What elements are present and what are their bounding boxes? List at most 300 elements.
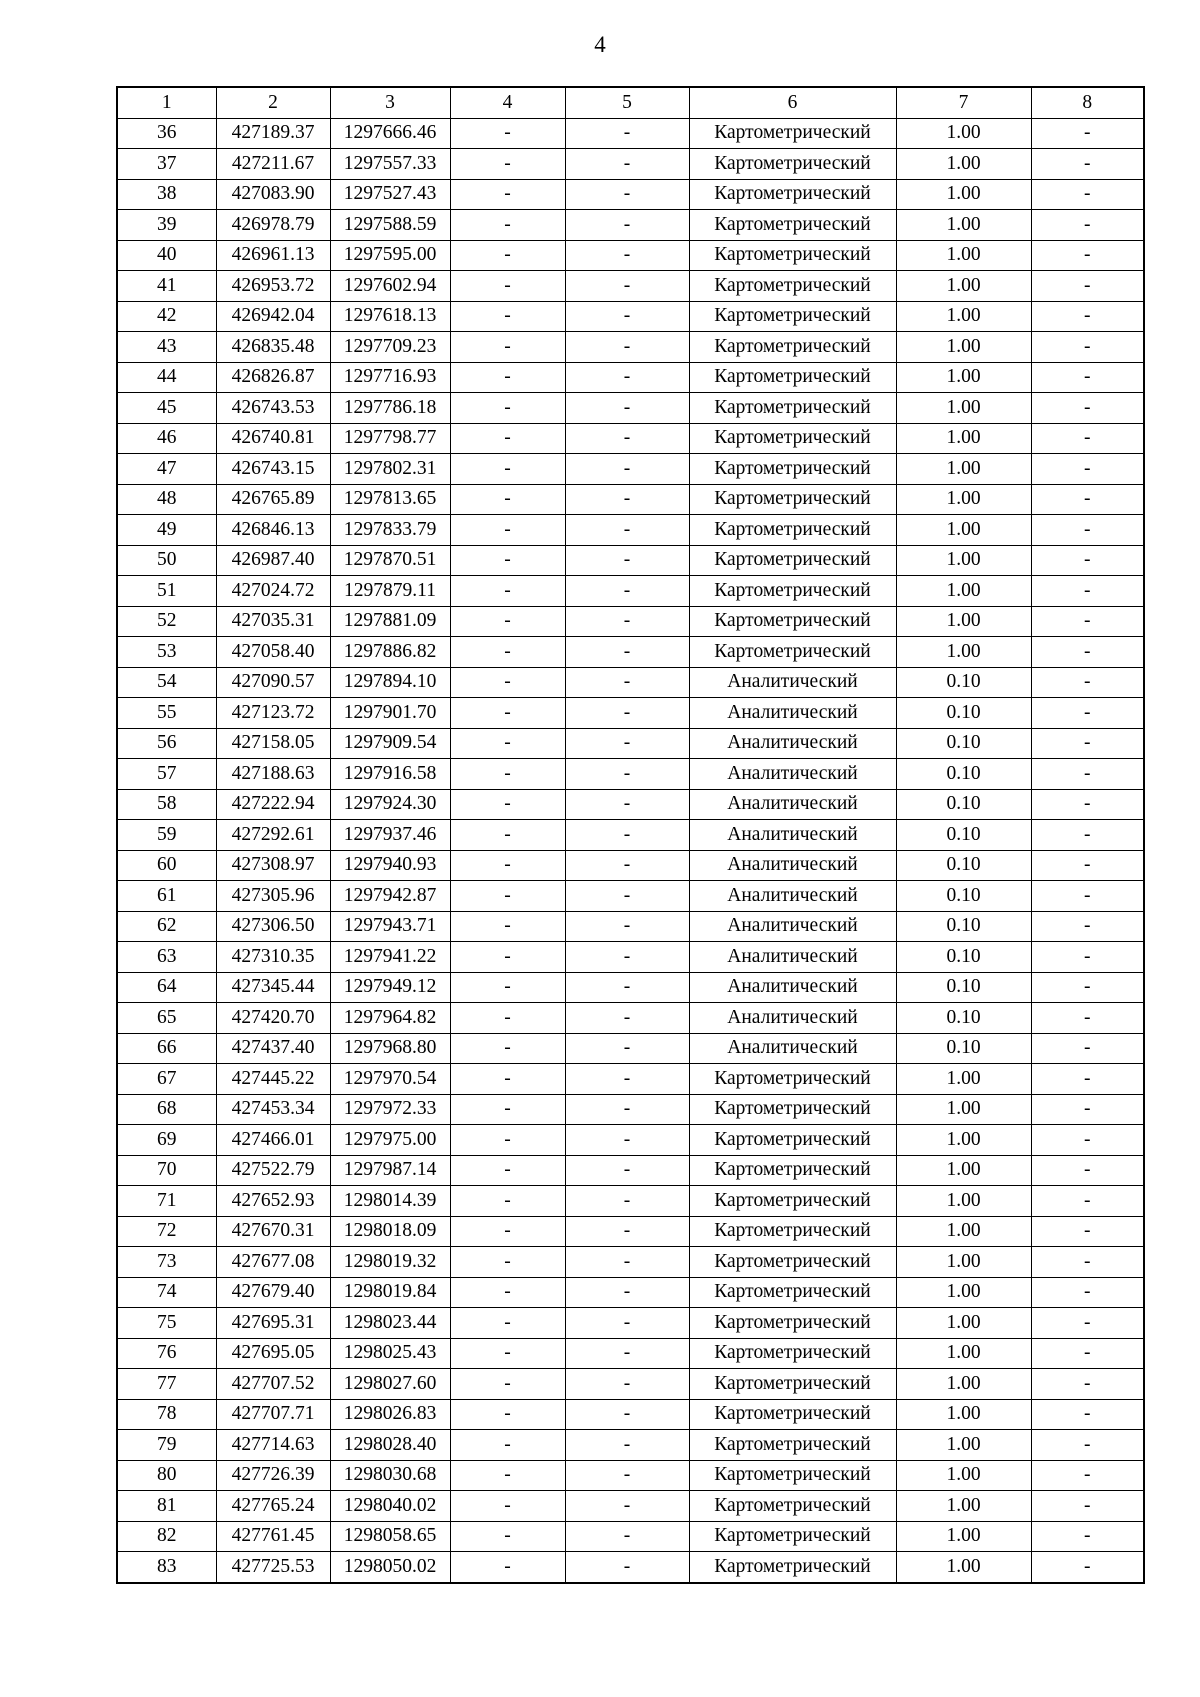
table-row <box>117 423 1144 454</box>
point-number-cell: 62 <box>117 911 216 942</box>
accuracy-cell: 1.00 <box>896 484 1031 515</box>
column-4-cell: - <box>450 1277 565 1308</box>
column-5-cell: - <box>565 759 689 790</box>
method-cell: Картометрический <box>689 606 896 637</box>
accuracy-cell: 1.00 <box>896 576 1031 607</box>
method-cell: Картометрический <box>689 1277 896 1308</box>
table-row <box>117 1338 1144 1369</box>
column-5-cell: - <box>565 1003 689 1034</box>
column-8-cell: - <box>1031 1338 1144 1369</box>
x-coordinate-cell: 427695.31 <box>216 1308 330 1339</box>
x-coordinate-cell: 427466.01 <box>216 1125 330 1156</box>
column-8-cell: - <box>1031 1125 1144 1156</box>
y-coordinate-cell: 1298027.60 <box>330 1369 450 1400</box>
point-number-cell: 73 <box>117 1247 216 1278</box>
table-row <box>117 1430 1144 1461</box>
table-row <box>117 484 1144 515</box>
table-row <box>117 698 1144 729</box>
method-cell: Картометрический <box>689 1125 896 1156</box>
column-4-cell: - <box>450 606 565 637</box>
column-4-cell: - <box>450 454 565 485</box>
point-number-cell: 42 <box>117 301 216 332</box>
method-cell: Аналитический <box>689 820 896 851</box>
point-number-cell: 57 <box>117 759 216 790</box>
x-coordinate-cell: 426740.81 <box>216 423 330 454</box>
accuracy-cell: 1.00 <box>896 637 1031 668</box>
method-cell: Картометрический <box>689 515 896 546</box>
accuracy-cell: 0.10 <box>896 789 1031 820</box>
point-number-cell: 65 <box>117 1003 216 1034</box>
x-coordinate-cell: 427725.53 <box>216 1552 330 1583</box>
column-8-cell: - <box>1031 911 1144 942</box>
column-5-cell: - <box>565 1277 689 1308</box>
x-coordinate-cell: 427707.52 <box>216 1369 330 1400</box>
column-5-cell: - <box>565 423 689 454</box>
column-8-cell: - <box>1031 1521 1144 1552</box>
method-cell: Картометрический <box>689 1186 896 1217</box>
y-coordinate-cell: 1297886.82 <box>330 637 450 668</box>
table-row <box>117 1399 1144 1430</box>
table-row <box>117 1186 1144 1217</box>
column-8-cell: - <box>1031 1003 1144 1034</box>
point-number-cell: 61 <box>117 881 216 912</box>
column-8-cell: - <box>1031 728 1144 759</box>
column-5-cell: - <box>565 637 689 668</box>
column-5-cell: - <box>565 454 689 485</box>
accuracy-cell: 1.00 <box>896 210 1031 241</box>
column-5-cell: - <box>565 667 689 698</box>
method-cell: Аналитический <box>689 850 896 881</box>
y-coordinate-cell: 1297557.33 <box>330 149 450 180</box>
column-4-cell: - <box>450 1460 565 1491</box>
accuracy-cell: 1.00 <box>896 1399 1031 1430</box>
column-5-cell: - <box>565 881 689 912</box>
x-coordinate-cell: 426743.15 <box>216 454 330 485</box>
column-4-cell: - <box>450 850 565 881</box>
x-coordinate-cell: 427420.70 <box>216 1003 330 1034</box>
column-4-cell: - <box>450 271 565 302</box>
x-coordinate-cell: 427035.31 <box>216 606 330 637</box>
column-4-cell: - <box>450 637 565 668</box>
x-coordinate-cell: 427292.61 <box>216 820 330 851</box>
method-cell: Картометрический <box>689 1338 896 1369</box>
column-8-cell: - <box>1031 179 1144 210</box>
accuracy-cell: 0.10 <box>896 881 1031 912</box>
column-5-cell: - <box>565 1155 689 1186</box>
point-number-cell: 41 <box>117 271 216 302</box>
point-number-cell: 53 <box>117 637 216 668</box>
accuracy-cell: 1.00 <box>896 1155 1031 1186</box>
column-header: 6 <box>689 87 896 118</box>
point-number-cell: 46 <box>117 423 216 454</box>
point-number-cell: 70 <box>117 1155 216 1186</box>
point-number-cell: 39 <box>117 210 216 241</box>
column-header: 1 <box>117 87 216 118</box>
column-8-cell: - <box>1031 759 1144 790</box>
column-4-cell: - <box>450 210 565 241</box>
table-row <box>117 637 1144 668</box>
y-coordinate-cell: 1298023.44 <box>330 1308 450 1339</box>
method-cell: Картометрический <box>689 1399 896 1430</box>
method-cell: Аналитический <box>689 881 896 912</box>
table-row <box>117 1064 1144 1095</box>
column-4-cell: - <box>450 942 565 973</box>
column-8-cell: - <box>1031 1491 1144 1522</box>
x-coordinate-cell: 426953.72 <box>216 271 330 302</box>
accuracy-cell: 0.10 <box>896 759 1031 790</box>
table-row <box>117 759 1144 790</box>
accuracy-cell: 1.00 <box>896 545 1031 576</box>
column-5-cell: - <box>565 1491 689 1522</box>
column-5-cell: - <box>565 301 689 332</box>
y-coordinate-cell: 1297879.11 <box>330 576 450 607</box>
y-coordinate-cell: 1298019.84 <box>330 1277 450 1308</box>
column-5-cell: - <box>565 210 689 241</box>
column-4-cell: - <box>450 972 565 1003</box>
accuracy-cell: 0.10 <box>896 698 1031 729</box>
table-row <box>117 1521 1144 1552</box>
y-coordinate-cell: 1297949.12 <box>330 972 450 1003</box>
x-coordinate-cell: 427761.45 <box>216 1521 330 1552</box>
column-header: 4 <box>450 87 565 118</box>
y-coordinate-cell: 1297527.43 <box>330 179 450 210</box>
y-coordinate-cell: 1297943.71 <box>330 911 450 942</box>
column-4-cell: - <box>450 667 565 698</box>
y-coordinate-cell: 1297909.54 <box>330 728 450 759</box>
table-row <box>117 1155 1144 1186</box>
table-row <box>117 1003 1144 1034</box>
table-row <box>117 210 1144 241</box>
point-number-cell: 71 <box>117 1186 216 1217</box>
accuracy-cell: 1.00 <box>896 1552 1031 1583</box>
point-number-cell: 51 <box>117 576 216 607</box>
method-cell: Картометрический <box>689 1491 896 1522</box>
y-coordinate-cell: 1297964.82 <box>330 1003 450 1034</box>
coordinates-table <box>116 86 1145 1584</box>
point-number-cell: 83 <box>117 1552 216 1583</box>
accuracy-cell: 0.10 <box>896 942 1031 973</box>
column-4-cell: - <box>450 179 565 210</box>
column-5-cell: - <box>565 576 689 607</box>
column-header: 5 <box>565 87 689 118</box>
column-8-cell: - <box>1031 850 1144 881</box>
y-coordinate-cell: 1297937.46 <box>330 820 450 851</box>
column-8-cell: - <box>1031 1186 1144 1217</box>
table-row <box>117 881 1144 912</box>
y-coordinate-cell: 1297595.00 <box>330 240 450 271</box>
method-cell: Аналитический <box>689 698 896 729</box>
accuracy-cell: 1.00 <box>896 1247 1031 1278</box>
column-4-cell: - <box>450 1033 565 1064</box>
column-8-cell: - <box>1031 423 1144 454</box>
table-row <box>117 1277 1144 1308</box>
column-5-cell: - <box>565 972 689 1003</box>
table-row <box>117 515 1144 546</box>
table-row <box>117 728 1144 759</box>
column-4-cell: - <box>450 1186 565 1217</box>
accuracy-cell: 1.00 <box>896 1186 1031 1217</box>
column-5-cell: - <box>565 1521 689 1552</box>
column-8-cell: - <box>1031 515 1144 546</box>
column-5-cell: - <box>565 179 689 210</box>
x-coordinate-cell: 427308.97 <box>216 850 330 881</box>
column-5-cell: - <box>565 1125 689 1156</box>
x-coordinate-cell: 427123.72 <box>216 698 330 729</box>
table-row <box>117 1033 1144 1064</box>
method-cell: Аналитический <box>689 789 896 820</box>
table-row <box>117 118 1144 149</box>
column-5-cell: - <box>565 1186 689 1217</box>
point-number-cell: 66 <box>117 1033 216 1064</box>
accuracy-cell: 1.00 <box>896 606 1031 637</box>
column-4-cell: - <box>450 1125 565 1156</box>
method-cell: Картометрический <box>689 576 896 607</box>
table-header-row <box>117 87 1144 118</box>
method-cell: Аналитический <box>689 667 896 698</box>
accuracy-cell: 1.00 <box>896 1064 1031 1095</box>
accuracy-cell: 1.00 <box>896 1308 1031 1339</box>
table-row <box>117 1216 1144 1247</box>
x-coordinate-cell: 426743.53 <box>216 393 330 424</box>
column-4-cell: - <box>450 118 565 149</box>
table-row <box>117 1552 1144 1583</box>
y-coordinate-cell: 1297942.87 <box>330 881 450 912</box>
table-row <box>117 271 1144 302</box>
point-number-cell: 55 <box>117 698 216 729</box>
y-coordinate-cell: 1297940.93 <box>330 850 450 881</box>
x-coordinate-cell: 427652.93 <box>216 1186 330 1217</box>
y-coordinate-cell: 1297813.65 <box>330 484 450 515</box>
point-number-cell: 38 <box>117 179 216 210</box>
x-coordinate-cell: 427445.22 <box>216 1064 330 1095</box>
y-coordinate-cell: 1297970.54 <box>330 1064 450 1095</box>
table-row <box>117 1247 1144 1278</box>
method-cell: Картометрический <box>689 1430 896 1461</box>
column-5-cell: - <box>565 545 689 576</box>
column-5-cell: - <box>565 362 689 393</box>
point-number-cell: 67 <box>117 1064 216 1095</box>
column-8-cell: - <box>1031 118 1144 149</box>
x-coordinate-cell: 427306.50 <box>216 911 330 942</box>
accuracy-cell: 1.00 <box>896 1430 1031 1461</box>
column-4-cell: - <box>450 484 565 515</box>
method-cell: Картометрический <box>689 1094 896 1125</box>
column-8-cell: - <box>1031 1033 1144 1064</box>
column-8-cell: - <box>1031 637 1144 668</box>
table-row <box>117 149 1144 180</box>
column-5-cell: - <box>565 1094 689 1125</box>
y-coordinate-cell: 1298026.83 <box>330 1399 450 1430</box>
x-coordinate-cell: 427211.67 <box>216 149 330 180</box>
column-8-cell: - <box>1031 1064 1144 1095</box>
accuracy-cell: 0.10 <box>896 820 1031 851</box>
y-coordinate-cell: 1297833.79 <box>330 515 450 546</box>
column-5-cell: - <box>565 820 689 851</box>
column-5-cell: - <box>565 515 689 546</box>
method-cell: Картометрический <box>689 1216 896 1247</box>
method-cell: Картометрический <box>689 179 896 210</box>
x-coordinate-cell: 427222.94 <box>216 789 330 820</box>
point-number-cell: 69 <box>117 1125 216 1156</box>
method-cell: Картометрический <box>689 1460 896 1491</box>
point-number-cell: 74 <box>117 1277 216 1308</box>
column-header: 7 <box>896 87 1031 118</box>
column-4-cell: - <box>450 1491 565 1522</box>
column-8-cell: - <box>1031 1369 1144 1400</box>
column-8-cell: - <box>1031 393 1144 424</box>
column-5-cell: - <box>565 1369 689 1400</box>
accuracy-cell: 1.00 <box>896 1277 1031 1308</box>
y-coordinate-cell: 1298030.68 <box>330 1460 450 1491</box>
table-row <box>117 1094 1144 1125</box>
column-8-cell: - <box>1031 606 1144 637</box>
column-5-cell: - <box>565 1338 689 1369</box>
method-cell: Картометрический <box>689 484 896 515</box>
table-row <box>117 240 1144 271</box>
table-row <box>117 332 1144 363</box>
accuracy-cell: 0.10 <box>896 1033 1031 1064</box>
column-4-cell: - <box>450 240 565 271</box>
column-8-cell: - <box>1031 1430 1144 1461</box>
column-4-cell: - <box>450 759 565 790</box>
table-row <box>117 667 1144 698</box>
table-body <box>117 118 1144 1583</box>
column-8-cell: - <box>1031 149 1144 180</box>
table-row <box>117 820 1144 851</box>
point-number-cell: 78 <box>117 1399 216 1430</box>
method-cell: Аналитический <box>689 1033 896 1064</box>
method-cell: Картометрический <box>689 1369 896 1400</box>
point-number-cell: 59 <box>117 820 216 851</box>
accuracy-cell: 1.00 <box>896 423 1031 454</box>
method-cell: Картометрический <box>689 423 896 454</box>
column-4-cell: - <box>450 393 565 424</box>
x-coordinate-cell: 427437.40 <box>216 1033 330 1064</box>
column-8-cell: - <box>1031 1216 1144 1247</box>
point-number-cell: 72 <box>117 1216 216 1247</box>
y-coordinate-cell: 1297901.70 <box>330 698 450 729</box>
y-coordinate-cell: 1297916.58 <box>330 759 450 790</box>
table-row <box>117 301 1144 332</box>
y-coordinate-cell: 1297602.94 <box>330 271 450 302</box>
table-row <box>117 942 1144 973</box>
column-header: 2 <box>216 87 330 118</box>
accuracy-cell: 1.00 <box>896 1491 1031 1522</box>
column-5-cell: - <box>565 1216 689 1247</box>
accuracy-cell: 1.00 <box>896 515 1031 546</box>
point-number-cell: 40 <box>117 240 216 271</box>
column-4-cell: - <box>450 698 565 729</box>
x-coordinate-cell: 427345.44 <box>216 972 330 1003</box>
accuracy-cell: 1.00 <box>896 179 1031 210</box>
column-4-cell: - <box>450 789 565 820</box>
method-cell: Картометрический <box>689 362 896 393</box>
page-number: 4 <box>594 32 606 57</box>
column-8-cell: - <box>1031 820 1144 851</box>
y-coordinate-cell: 1297716.93 <box>330 362 450 393</box>
x-coordinate-cell: 426835.48 <box>216 332 330 363</box>
column-4-cell: - <box>450 149 565 180</box>
column-4-cell: - <box>450 1003 565 1034</box>
column-4-cell: - <box>450 1216 565 1247</box>
table-row <box>117 1369 1144 1400</box>
column-8-cell: - <box>1031 332 1144 363</box>
column-4-cell: - <box>450 545 565 576</box>
column-5-cell: - <box>565 1460 689 1491</box>
y-coordinate-cell: 1298018.09 <box>330 1216 450 1247</box>
x-coordinate-cell: 427058.40 <box>216 637 330 668</box>
column-4-cell: - <box>450 911 565 942</box>
table-row <box>117 606 1144 637</box>
column-8-cell: - <box>1031 667 1144 698</box>
column-8-cell: - <box>1031 1460 1144 1491</box>
method-cell: Аналитический <box>689 1003 896 1034</box>
column-4-cell: - <box>450 362 565 393</box>
x-coordinate-cell: 427765.24 <box>216 1491 330 1522</box>
accuracy-cell: 1.00 <box>896 271 1031 302</box>
method-cell: Картометрический <box>689 240 896 271</box>
x-coordinate-cell: 426961.13 <box>216 240 330 271</box>
y-coordinate-cell: 1298050.02 <box>330 1552 450 1583</box>
x-coordinate-cell: 427305.96 <box>216 881 330 912</box>
column-4-cell: - <box>450 1521 565 1552</box>
column-5-cell: - <box>565 942 689 973</box>
accuracy-cell: 1.00 <box>896 1216 1031 1247</box>
point-number-cell: 45 <box>117 393 216 424</box>
column-4-cell: - <box>450 881 565 912</box>
accuracy-cell: 1.00 <box>896 1094 1031 1125</box>
column-5-cell: - <box>565 1064 689 1095</box>
table-row <box>117 789 1144 820</box>
accuracy-cell: 1.00 <box>896 1460 1031 1491</box>
column-5-cell: - <box>565 393 689 424</box>
accuracy-cell: 0.10 <box>896 667 1031 698</box>
method-cell: Картометрический <box>689 301 896 332</box>
column-5-cell: - <box>565 1247 689 1278</box>
method-cell: Картометрический <box>689 1064 896 1095</box>
method-cell: Картометрический <box>689 1521 896 1552</box>
method-cell: Картометрический <box>689 637 896 668</box>
column-5-cell: - <box>565 911 689 942</box>
table-row <box>117 576 1144 607</box>
column-8-cell: - <box>1031 545 1144 576</box>
y-coordinate-cell: 1297802.31 <box>330 454 450 485</box>
column-5-cell: - <box>565 606 689 637</box>
accuracy-cell: 1.00 <box>896 362 1031 393</box>
column-8-cell: - <box>1031 942 1144 973</box>
method-cell: Картометрический <box>689 393 896 424</box>
y-coordinate-cell: 1297968.80 <box>330 1033 450 1064</box>
method-cell: Аналитический <box>689 972 896 1003</box>
table-row <box>117 1491 1144 1522</box>
x-coordinate-cell: 426987.40 <box>216 545 330 576</box>
table-row <box>117 454 1144 485</box>
column-4-cell: - <box>450 1552 565 1583</box>
x-coordinate-cell: 427714.63 <box>216 1430 330 1461</box>
y-coordinate-cell: 1298025.43 <box>330 1338 450 1369</box>
method-cell: Картометрический <box>689 210 896 241</box>
point-number-cell: 54 <box>117 667 216 698</box>
column-4-cell: - <box>450 332 565 363</box>
x-coordinate-cell: 426978.79 <box>216 210 330 241</box>
accuracy-cell: 0.10 <box>896 1003 1031 1034</box>
column-4-cell: - <box>450 1247 565 1278</box>
accuracy-cell: 1.00 <box>896 240 1031 271</box>
point-number-cell: 50 <box>117 545 216 576</box>
method-cell: Картометрический <box>689 454 896 485</box>
column-5-cell: - <box>565 1399 689 1430</box>
column-8-cell: - <box>1031 484 1144 515</box>
